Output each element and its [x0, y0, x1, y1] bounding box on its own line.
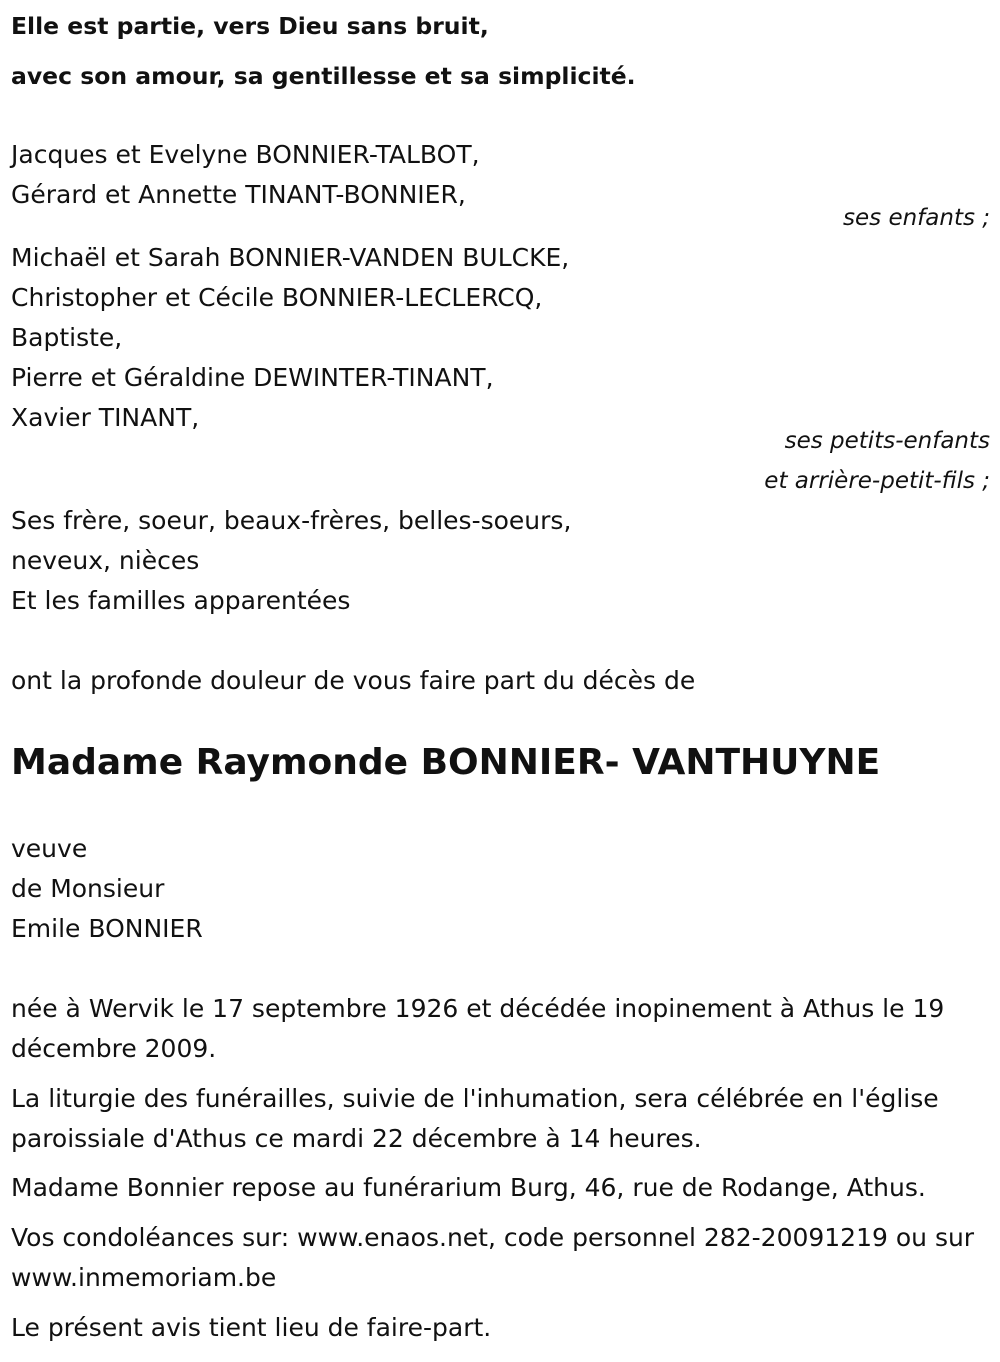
grandchildren-role-line-2: et arrière-petit-fils ;: [764, 468, 990, 494]
family-line-3: Et les familles apparentées: [11, 586, 351, 615]
deceased-name: Madame Raymonde BONNIER- VANTHUYNE: [11, 742, 881, 783]
grandchild-name-1: Michaël et Sarah BONNIER-VANDEN BULCKE,: [11, 243, 570, 272]
liturgy-paragraph: La liturgie des funérailles, suivie de l'inhumation, sera célébrée en l'église paroissiale d'Athus ce mardi 22 décembre à 14 heures.: [11, 1084, 939, 1153]
intro-line-2: avec son amour, sa gentillesse et sa simplicité.: [11, 62, 636, 90]
repose-paragraph: Madame Bonnier repose au funérarium Burg, 46, rue de Rodange, Athus.: [11, 1173, 926, 1202]
widow-line-2: de Monsieur: [11, 874, 165, 903]
children-name-1: Jacques et Evelyne BONNIER-TALBOT,: [11, 140, 480, 169]
birth-death-paragraph: née à Wervik le 17 septembre 1926 et décédée inopinement à Athus le 19 décembre 2009.: [11, 994, 945, 1063]
grandchild-name-3: Baptiste,: [11, 323, 123, 352]
grandchild-name-5: Xavier TINANT,: [11, 403, 200, 432]
family-line-2: neveux, nièces: [11, 546, 200, 575]
grandchild-name-4: Pierre et Géraldine DEWINTER-TINANT,: [11, 363, 494, 392]
condolences-paragraph: Vos condoléances sur: www.enaos.net, code personnel 282-20091219 ou sur www.inmemoriam.be: [11, 1223, 975, 1292]
grandchild-name-2: Christopher et Cécile BONNIER-LECLERCQ,: [11, 283, 543, 312]
widow-line-3: Emile BONNIER: [11, 914, 203, 943]
notice-paragraph: Le présent avis tient lieu de faire-part.: [11, 1313, 492, 1342]
grandchildren-role-line-1: ses petits-enfants: [784, 428, 990, 454]
children-name-2: Gérard et Annette TINANT-BONNIER,: [11, 180, 466, 209]
children-role: ses enfants ;: [843, 205, 990, 231]
announcement-text: ont la profonde douleur de vous faire part du décès de: [11, 666, 696, 695]
widow-line-1: veuve: [11, 834, 88, 863]
intro-line-1: Elle est partie, vers Dieu sans bruit,: [11, 12, 489, 40]
family-line-1: Ses frère, soeur, beaux-frères, belles-soeurs,: [11, 506, 572, 535]
